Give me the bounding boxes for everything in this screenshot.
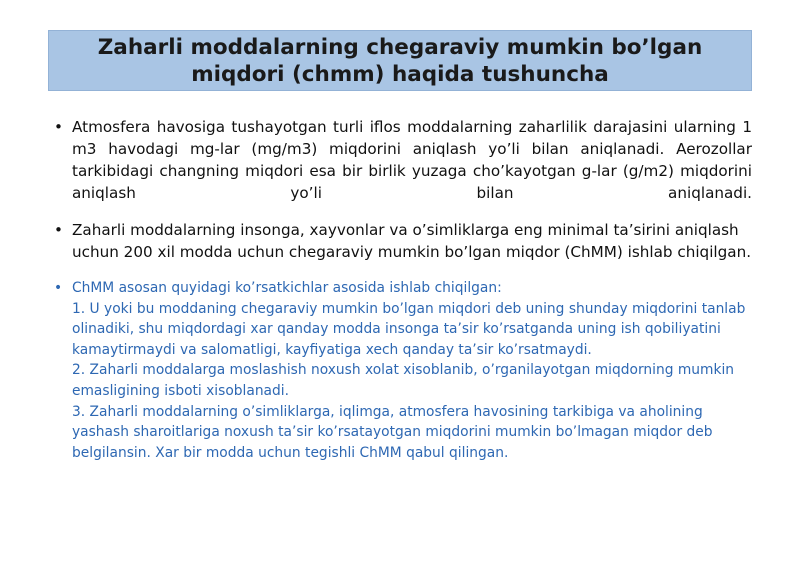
slide-title-line-2: miqdori (chmm) haqida tushuncha bbox=[191, 61, 609, 87]
criteria-intro: ChMM asosan quyidagi ko’rsatkichlar asosida ishlab chiqilgan: bbox=[72, 280, 502, 296]
title-banner bbox=[48, 30, 752, 91]
slide-title bbox=[98, 34, 703, 88]
slide-title-line-1: Zaharli moddalarning chegaraviy mumkin bo’lgan bbox=[97, 34, 703, 60]
bullet-dot-icon: • bbox=[54, 280, 63, 296]
bullet-item-concentration bbox=[50, 116, 752, 204]
bullet-item-chmm-criteria bbox=[50, 278, 752, 463]
criteria-point-2: 2. Zaharli moddalarga moslashish noxush xolat xisoblanib, o’rganilayotgan miqdorning mumkin emasligining isboti xisoblanadi. bbox=[72, 362, 735, 399]
bullet-dot-icon: • bbox=[54, 118, 63, 136]
bullet-text: Atmosfera havosiga tushayotgan turli iflos moddalarning zaharlilik darajasini ularning 1 m3 havodagi mg-lar (mg/m3) miqdorini aniqlash yo’li bilan aniqlanadi. Aerozollar tarkibidagi changning miqdori esa bir birlik yuzaga cho’kayotgan g-lar (g/m2) miqdorini aniqlash yo’li bilan aniqlanadi. bbox=[72, 118, 752, 202]
criteria-point-3: 3. Zaharli moddalarning o’simliklarga, iqlimga, atmosfera havosining tarkibiga va aholining yashash sharoitlariga noxush ta’sir ko’rsatayotgan miqdorini mumkin bo’lmagan miqdor deb belgilansin. Xar bir modda uchun tegishli ChMM qabul qilingan. bbox=[72, 403, 713, 461]
bullet-dot-icon: • bbox=[54, 221, 63, 239]
bullet-text: Zaharli moddalarning insonga, xayvonlar va o’simliklarga eng minimal ta’sirini aniqlash uchun 200 xil modda uchun chegaraviy mumkin bo’lgan miqdor (ChMM) ishlab chiqilgan. bbox=[72, 221, 752, 261]
criteria-point-1: 1. U yoki bu moddaning chegaraviy mumkin bo’lgan miqdori deb uning shunday miqdorini tanlab olinadiki, shu miqdordagi xar qanday modda insonga ta’sir ko’rsatganda uning ish qobiliyatini kamaytirmaydi va salomatligi, kayfiyatiga xech qanday ta’sir ko’rsatmaydi. bbox=[72, 300, 746, 358]
bullet-item-chmm-development bbox=[50, 219, 752, 263]
bullet-list bbox=[50, 116, 752, 463]
